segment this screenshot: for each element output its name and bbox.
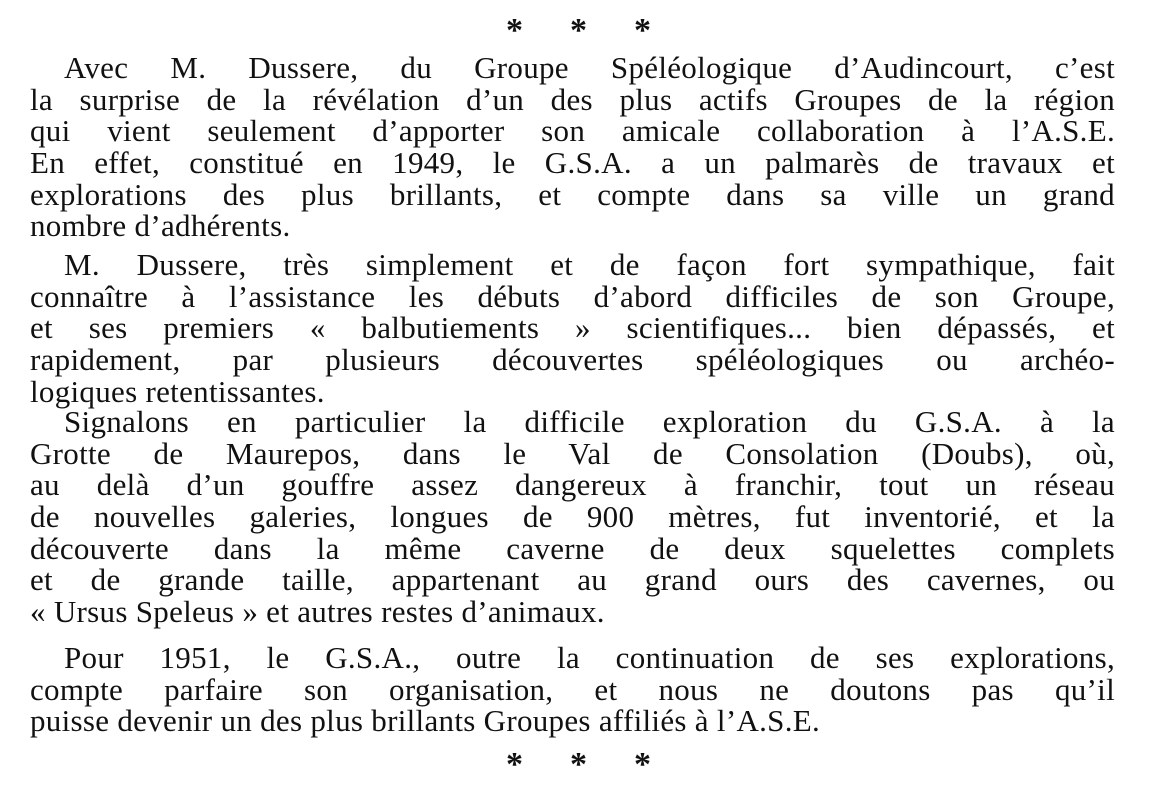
text-line: de nouvelles galeries, longues de 900 mètres, fut inventorié, et la xyxy=(30,499,1115,535)
separator-star: * xyxy=(570,12,587,49)
separator-star: * xyxy=(506,12,523,49)
text-line: découverte dans la même caverne de deux squelettes complets xyxy=(30,530,1115,566)
paragraph-beginnings xyxy=(30,249,1115,407)
separator-star: * xyxy=(506,746,523,783)
text-line: qui vient seulement d’apporter son amicale collaboration à l’A.S.E. xyxy=(30,113,1115,149)
paragraph-outlook xyxy=(30,642,1115,737)
text-line: explorations des plus brillants, et compte dans sa ville un grand xyxy=(30,176,1115,212)
text-line: « Ursus Speleus » et autres restes d’animaux. xyxy=(30,594,605,630)
text-line: logiques retentissantes. xyxy=(30,373,325,409)
text-line: connaître à l’assistance les débuts d’abord difficiles de son Groupe, xyxy=(30,278,1115,314)
paragraph-exploration xyxy=(30,406,1115,628)
text-line: au delà d’un gouffre assez dangereux à franchir, tout un réseau xyxy=(30,467,1115,503)
text-line: nombre d’adhérents. xyxy=(30,208,291,244)
text-line: et ses premiers « balbutiements » scientifiques... bien dépassés, et xyxy=(30,310,1115,346)
paragraph-intro xyxy=(30,52,1115,242)
separator-star: * xyxy=(634,12,651,49)
text-line: Signalons en particulier la difficile exploration du G.S.A. à la xyxy=(64,404,1115,439)
text-line: et de grande taille, appartenant au grand ours des cavernes, ou xyxy=(30,562,1115,598)
text-line: Grotte de Maurepos, dans le Val de Consolation (Doubs), où, xyxy=(30,435,1115,471)
text-line: Pour 1951, le G.S.A., outre la continuation de ses explorations, xyxy=(64,640,1115,675)
separator-star: * xyxy=(570,746,587,783)
separator-top xyxy=(0,14,1157,48)
text-line: En effet, constitué en 1949, le G.S.A. a un palmarès de travaux et xyxy=(30,145,1115,181)
text-line: compte parfaire son organisation, et nous ne doutons pas qu’il xyxy=(30,671,1115,707)
text-line: la surprise de la révélation d’un des plus actifs Groupes de la région xyxy=(30,81,1115,117)
text-line: Avec M. Dussere, du Groupe Spéléologique d’Audincourt, c’est xyxy=(64,50,1115,85)
separator-bottom xyxy=(0,748,1157,782)
text-line: M. Dussere, très simplement et de façon fort sympathique, fait xyxy=(64,247,1115,282)
text-line: rapidement, par plusieurs découvertes spéléologiques ou archéo- xyxy=(30,342,1115,378)
separator-star: * xyxy=(634,746,651,783)
text-line: puisse devenir un des plus brillants Groupes affiliés à l’A.S.E. xyxy=(30,703,821,739)
